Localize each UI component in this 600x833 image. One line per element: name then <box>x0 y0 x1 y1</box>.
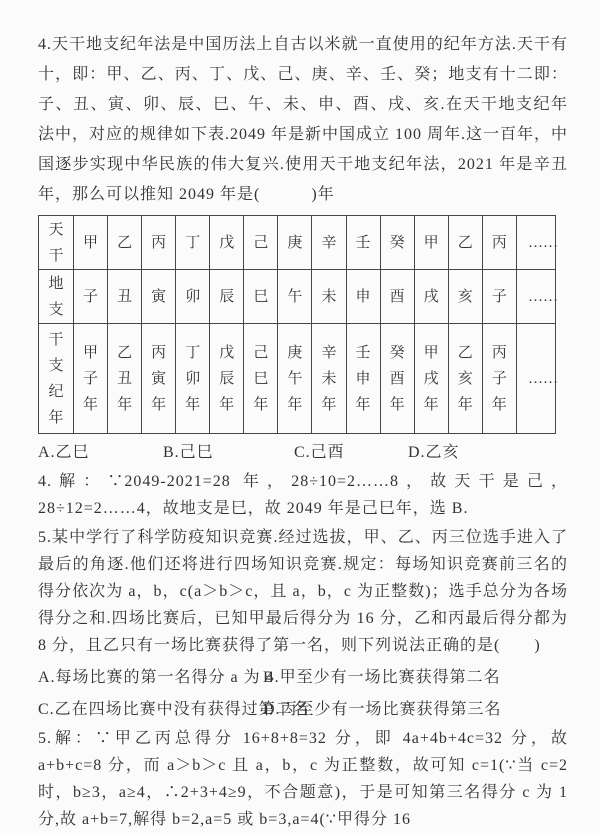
q5-option-b: B.甲至少有一场比赛获得第二名 <box>263 669 501 686</box>
table-cell: 丙子年 <box>482 324 516 434</box>
table-cell: 壬 <box>346 216 380 270</box>
q5-option-c: C.乙在四场比赛中没有获得过第二名 <box>38 701 310 718</box>
table-cell: 丙寅年 <box>142 324 176 434</box>
question5-options-row1 <box>38 664 568 691</box>
table-cell: 乙 <box>108 216 142 270</box>
table-cell: 丙 <box>482 216 516 270</box>
table-cell: 乙丑年 <box>108 324 142 434</box>
table-cell: 戊辰年 <box>210 324 244 434</box>
table-cell: 丁卯年 <box>176 324 210 434</box>
question4-text: 4.天干地支纪年法是中国历法上自古以米就一直使用的纪年方法.天干有十，即：甲、乙、丙、丁、戊、己、庚、辛、壬、癸；地支有十二即：子、丑、寅、卯、辰、巳、午、未、申、酉、戌、亥.在天干地支纪年法中，对应的规律如下表.2049 年是新中国成立 100 周年.这一百年，中国逐步实现中华民族的伟大复兴.使用天干地支纪年法，2021 年是辛丑年，那么可以推知 2049 年是( )年 <box>38 36 569 203</box>
table-cell: 丙 <box>142 216 176 270</box>
table-cell: 乙 <box>448 216 482 270</box>
table-cell: 丁 <box>176 216 210 270</box>
table-cell: 壬申年 <box>346 324 380 434</box>
table-cell-ellipsis: …… <box>517 216 556 270</box>
table-row-header: 天干 <box>39 216 74 270</box>
table-cell: 癸酉年 <box>380 324 414 434</box>
table-cell: 甲戌年 <box>414 324 448 434</box>
question4-options <box>38 439 568 466</box>
q5-option-d: D.丙至少有一场比赛获得第三名 <box>263 701 502 718</box>
table-cell: 申 <box>346 270 380 324</box>
table-cell: 未 <box>312 270 346 324</box>
table-cell: 亥 <box>448 270 482 324</box>
table-cell: 卯 <box>176 270 210 324</box>
table-cell: 巳 <box>244 270 278 324</box>
table-cell: 戊 <box>210 216 244 270</box>
ganzhi-table <box>38 215 556 434</box>
table-cell: 辛未年 <box>312 324 346 434</box>
q4-option-d: D.乙亥 <box>408 444 460 461</box>
table-cell: 子 <box>74 270 108 324</box>
table-cell: 甲 <box>74 216 108 270</box>
table-cell: 乙亥年 <box>448 324 482 434</box>
q4-option-b: B.己巳 <box>163 444 214 461</box>
table-cell: 癸 <box>380 216 414 270</box>
question4-solution: 4.解：∵2049-2021=28 年，28÷10=2……8，故天干是己，28÷12=2……4，故地支是巳，故 2049 年是己巳年，选 B. <box>38 473 568 517</box>
table-cell: 子 <box>482 270 516 324</box>
table-cell: 戌 <box>414 270 448 324</box>
table-row-dizhi <box>39 270 556 324</box>
question5-solution: 5.解：∵甲乙丙总得分 16+8+8=32 分，即 4a+4b+4c=32 分，故 a+b+c=8 分，而 a＞b＞c 且 a，b，c 为正整数，故可知 c=1(∵当 c=2 时，b≥3，a≥4，∴2+3+4≥9，不合题意)，于是可知第三名得分 c 为 1 分,故 a+b=7,解得 b=2,a=5 或 b=3,a=4(∵甲得分 16 <box>38 730 568 828</box>
table-cell: 甲 <box>414 216 448 270</box>
table-cell: 庚午年 <box>278 324 312 434</box>
q4-option-c: C.己酉 <box>294 444 345 461</box>
table-cell: 酉 <box>380 270 414 324</box>
table-row-header: 地支 <box>39 270 74 324</box>
table-cell: 辛 <box>312 216 346 270</box>
q5-option-a: A.每场比赛的第一名得分 a 为 4 <box>38 669 275 686</box>
table-cell: 辰 <box>210 270 244 324</box>
table-cell: 己巳年 <box>244 324 278 434</box>
question5-text: 5.某中学行了科学防疫知识竞赛.经过选拔，甲、乙、丙三位选手进入了最后的角逐.他们还将进行四场知识竞赛.规定：每场知识竞赛前三名的得分依次为 a，b，c(a＞b＞c，且 a，b，c 为正整数)；选手总分为各场得分之和.四场比赛后，已知甲最后得分为 16 分，乙和丙最后得分都为 8 分，且乙只有一场比赛获得了第一名，则下列说法正确的是( ) <box>38 529 568 654</box>
table-cell: 寅 <box>142 270 176 324</box>
table-cell: 甲子年 <box>74 324 108 434</box>
table-cell-ellipsis: …… <box>517 270 556 324</box>
table-cell: 午 <box>278 270 312 324</box>
table-cell: 丑 <box>108 270 142 324</box>
q4-option-a: A.乙巳 <box>38 444 90 461</box>
table-row-ganzhi-year <box>39 324 556 434</box>
question5-options-row2 <box>38 696 568 723</box>
table-cell: 己 <box>244 216 278 270</box>
table-row-header: 干支纪年 <box>39 324 74 434</box>
table-cell-ellipsis: …… <box>517 324 556 434</box>
table-row-tiangan <box>39 216 556 270</box>
table-cell: 庚 <box>278 216 312 270</box>
